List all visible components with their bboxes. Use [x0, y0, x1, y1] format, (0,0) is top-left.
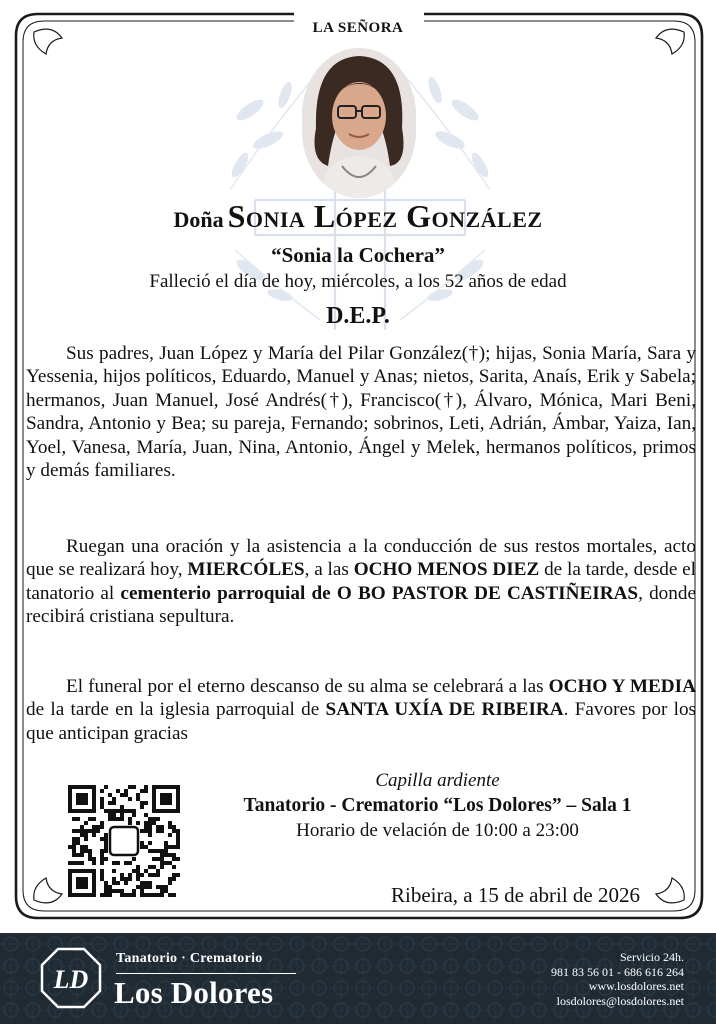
- family-paragraph: Sus padres, Juan López y María del Pilar González(†); hijas, Sonia María, Sara y Yessenia, hijos políticos, Eduardo, Manuel y Anas; nietos, Sarita, Anaís, Erik y Sabela; hermanos, Juan Manuel, José Andrés(†), Francisco(†), Álvaro, Mónica, Mari Beni, Sandra, Antonio y Bea; su pareja, Fernando; sobrinos, Leti, Adrián, Ámbar, Yaiza, Ian, Yoel, Vanesa, María, Juan, Nina, Antonio, Ángel y Melek, hermanos políticos, primos y demás familiares.: [26, 343, 696, 482]
- dep-heading: D.E.P.: [326, 303, 390, 329]
- burial-time: OCHO MENOS DIEZ: [353, 559, 540, 581]
- burial-text-4: , donde recibirá cristiana sepultura.: [26, 582, 696, 628]
- logo-letters: LD: [53, 965, 89, 994]
- chapel-title: Capilla ardiente: [375, 770, 500, 791]
- portrait-photo: [302, 48, 416, 198]
- funeral-paragraph: [26, 675, 696, 745]
- burial-text-2: , a las: [304, 559, 354, 581]
- chapel-hours: Horario de velación de 10:00 a 23:00: [296, 820, 579, 841]
- brand-logo-icon: [40, 947, 102, 1009]
- burial-text-3: de la tarde, desde el tanatorio al: [26, 559, 696, 604]
- header-title: LA SEÑORA: [312, 20, 404, 36]
- burial-day: MIERCÓLES: [187, 559, 305, 581]
- brand-subtitle: Tanatorio · Crematorio: [116, 951, 263, 966]
- contact-service: Servicio 24h.: [620, 950, 684, 964]
- contact-info: [464, 950, 684, 1008]
- funeral-text-3: . Favores por los que anticipan gracias: [26, 699, 697, 744]
- honorific: Doña: [173, 207, 224, 232]
- brand-name: Los Dolores: [114, 975, 274, 1010]
- burial-text-1: Ruegan una oración y la asistencia a la conducción de sus restos mortales, acto que se realizará hoy,: [26, 536, 696, 581]
- contact-phones[interactable]: 981 83 56 01 - 686 616 264: [551, 964, 684, 979]
- funeral-text-1: El funeral por el eterno descanso de su alma se celebrará a las: [66, 676, 549, 697]
- deceased-name-line: [0, 198, 716, 235]
- burial-paragraph: [26, 535, 696, 629]
- funeral-time: OCHO Y MEDIA: [548, 676, 696, 697]
- contact-website[interactable]: www.losdolores.net: [588, 979, 684, 993]
- place-date: Ribeira, a 15 de abril de 2026: [390, 883, 640, 907]
- brand-divider: [116, 973, 296, 974]
- burial-cemetery: cementerio parroquial de O BO PASTOR DE CASTIÑEIRAS: [120, 582, 639, 604]
- deceased-name: Sonia López González: [227, 198, 543, 234]
- qr-code[interactable]: [68, 785, 180, 897]
- funeral-church: SANTA UXÍA DE RIBEIRA: [325, 699, 564, 721]
- death-notice: Falleció el día de hoy, miércoles, a los 52 años de edad: [149, 271, 567, 292]
- footer-banner: [0, 933, 716, 1024]
- contact-email[interactable]: losdolores@losdolores.net: [556, 993, 684, 1008]
- chapel-place: Tanatorio - Crematorio “Los Dolores” – Sala 1: [243, 795, 632, 816]
- nickname: “Sonia la Cochera”: [271, 243, 445, 267]
- funeral-text-2: de la tarde en la iglesia parroquial de: [26, 699, 326, 721]
